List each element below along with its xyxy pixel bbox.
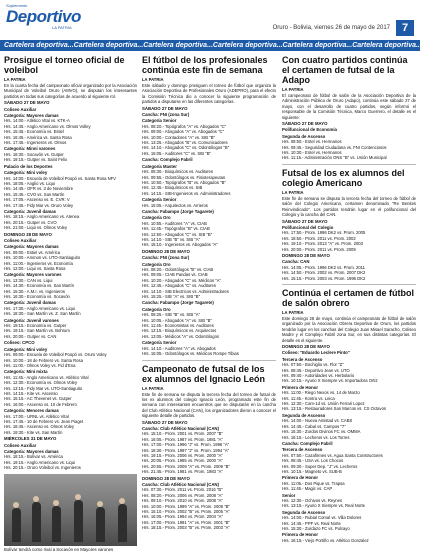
schedule-subheading: Primera de Honor	[282, 532, 319, 538]
divider	[282, 284, 416, 285]
schedule-line: Hrs. 09:55.- Odontólogos vs. Fisioterapeutas	[142, 174, 226, 180]
schedule-line: Hrs. 15:30.- Zurdos Divinos FC vs. OMMA	[282, 429, 361, 435]
schedule-line: Hrs. 13:05.- Médicos "A" vs. Odontólogos	[142, 333, 219, 339]
americano-intro: Este fin de semana se disputa la tercera fecha del torneo de fútbol de salón del Colegio Americano, certamen denominado "Re Benites Reinvindicado". Los partidos tendrán lugar en el polifuncional del Colegio y la cancha del CAN.	[282, 195, 416, 218]
schedule-line: Hrs. 07:30.- Prom. 2011 vs. Prom. 2016 "B"	[142, 487, 223, 493]
professionals-intro: Este sábado y domingo prosiguen el torneo de fútbol que organiza la Asociación Deportiva de Profesionales Oruro (ADEPRO), para el efecto la Comisión Técnica dio a conocer la siguiente programación de partidos a disputarse en las diferentes categorías.	[142, 83, 276, 105]
schedule-subheading: Segunda de Ascenso	[282, 509, 326, 515]
schedule-line: Hrs. 16:00.- Ascenso vs. 10 de Febrero	[4, 401, 77, 407]
schedule-subheading: SÁBADO 27 DE MAYO	[142, 419, 188, 425]
schedule-subheading: Categoría Senior	[142, 118, 177, 124]
schedule-subheading: Categoría Master	[142, 163, 177, 169]
schedule-line: Hrs. 16:15.- Lecheros vs. Los Torres	[282, 434, 350, 440]
schedule-line: Hrs. 18:15.- Prom. 2003 "B" vs. Prom. 2003 "A"	[142, 525, 230, 531]
schedule-subheading: Segunda de Ascenso	[282, 412, 326, 418]
player-head	[75, 494, 81, 500]
professionals-schedule	[142, 106, 276, 357]
schedule-subheading: Coliseo: "Eduardo Leclere Pinto"	[282, 350, 350, 356]
schedule-subheading: Categoría: Mini mixta	[4, 369, 48, 375]
schedule-line: Hrs. 20:00.- Gutper vs. CAN	[4, 333, 57, 339]
schedule-line: Hrs. 16:15.- Viejo Portiño vs. Atlético Gonzalez	[282, 537, 369, 543]
volleyball-kicker: LA PATRIA	[4, 77, 26, 82]
schedule-line: Hrs. 19:30.- Kite vs. San Martín	[4, 429, 63, 435]
schedule-subheading: Cancha: Complejo Fabril	[142, 157, 193, 163]
logo-main: Deportivo	[6, 7, 81, 26]
schedule-line: Hrs. 11:00.- Riego Nexos vs. 14 de Marzo	[282, 390, 360, 396]
photo-caption: Bolívar tendrá como rival a Socavón en Mayores varones	[4, 546, 114, 552]
schedule-line: Hrs. 10:15.- Ayuno X Siempre vs. Importadora Ortiz	[282, 378, 378, 384]
schedule-subheading: Categoría: Mayores damas	[4, 449, 59, 454]
schedule-subheading: MIÉRCOLES 31 DE MAYO	[4, 436, 57, 442]
schedule-line: Hrs. 18:45.- Ascenso vs. Olmos Voley	[4, 424, 75, 430]
schedule-subheading: Categoría: Mayores damas	[4, 113, 59, 119]
schedule-line: Hrs. 18:30.- Socavón vs. Gutper	[4, 151, 64, 157]
schedule-subheading: Categoría: Mayores varones	[4, 272, 62, 278]
schedule-line: Hrs. 15:30.- Zurdazo FC vs. Pulcayo	[282, 526, 350, 531]
schedule-line: Hrs. 14:00.- Rubial Comal vs. Villa Dolores	[282, 515, 362, 521]
schedule-line: Hrs. 14:10.- SIB "B" vs. SIB "A"	[142, 236, 201, 242]
americano-kicker: LA PATRIA	[282, 189, 304, 195]
americano-schedule	[282, 219, 416, 281]
schedule-line: Hrs. 14:45.- Anglo Americano vs. Olmos Volley	[4, 123, 91, 129]
volleyball-schedule	[4, 100, 137, 470]
schedule-line: Hrs. 17:45.- Ingenieros vs. Olmos	[4, 140, 67, 146]
schedule-line: Hrs. 12:15.- Bioquímicos vs. Arquitectos	[142, 328, 217, 334]
schedule-subheading: SÁBADO 27 DE MAYO	[282, 121, 328, 127]
schedule-line: Hrs. 09:05.- CIAB Pandas vs. CIAB	[142, 272, 208, 278]
schedule-line: Hrs. 10:00.- Prom. 1999 "A" vs. Prom. 2008 "B"	[142, 503, 230, 509]
schedule-line: Hrs. 11:45.- Economistas vs. Auditores	[142, 323, 214, 329]
supplement-logo	[6, 3, 96, 33]
schedule-line: Hrs. 16:05.- Prom. 1987 vs. Prom. 1981 "A"	[142, 436, 223, 442]
schedule-line: Hrs. 11:00.- Ingenieros vs. Economía	[4, 260, 73, 266]
schedule-line: Hrs. 19:15.- Gutper vs. Saint Felix	[4, 157, 68, 163]
schedule-line: Hrs. 15:10.- Prom. 2002 "B" vs. Prom. 2005 "A"	[142, 509, 230, 515]
americano-headline: Futsal de los ex alumnos del colegio Americano	[282, 167, 405, 188]
schedule-line: Hrs. 15:15.- AC Thevenet vs. Gutper	[4, 396, 72, 402]
schedule-subheading: DOMINGO 28 DE MAYO	[4, 231, 52, 237]
player-figure	[96, 507, 105, 542]
schedule-line: Hrs. 14:00.- Escuela de Voleibol Poopó vs. Santa Rosa NFV	[4, 175, 116, 181]
schedule-line: Hrs. 11:45.- Kontra vs. Leica	[282, 395, 335, 401]
professionals-headline: El fútbol de los profesionales continúa este fin de semana	[142, 55, 268, 75]
schedule-line: Hrs. 15:45.- Economía vs. Estiel	[4, 129, 64, 135]
schedule-subheading: Categoría: Juvenil damas	[4, 208, 57, 214]
schedule-line: Hrs. 10:15.- Magneto vs. SUB-B	[282, 468, 342, 474]
column-3	[282, 55, 416, 543]
schedule-line: Hrs. 19:10.- Prom. 2013 "A" vs. Prom. 2003	[282, 241, 363, 247]
divider	[142, 360, 276, 361]
schedule-line: Hrs. 10:30.- Entel vs. Hermanos	[282, 150, 342, 156]
schedule-line: Hrs. 14:10.- Auditores "A" vs. Abogados	[142, 345, 216, 351]
obrero-kicker: LA PATRIA	[282, 309, 304, 315]
schedule-line: Hrs. 12:50.- Abogados "C" vs. SIB "B"	[142, 231, 213, 237]
schedule-line: Hrs. 10:00.- Contadores "A" vs. SIB "B"	[142, 134, 215, 140]
schedule-line: Hrs. 11:45.- Magic vs. CAP	[282, 486, 333, 492]
schedule-line: Hrs. 18:15.- Anglo Americano vs. Atenea	[4, 214, 80, 220]
schedule-line: Hrs. 10:50.- Topógrafos "B" vs. Abogados "B"	[142, 179, 226, 185]
schedule-line: Hrs. 14:50.- Prom. 2002 vs. Prom. 2007 DK2	[282, 270, 366, 276]
adapo-kicker: LA PATRIA	[282, 87, 304, 92]
schedule-subheading: Categoría: Mini voley	[4, 170, 48, 176]
schedule-line: Hrs. 15:05.- Odontólogos vs. Médicos Rompe Tibias	[142, 351, 239, 357]
volleyball-photo	[4, 474, 137, 546]
logo-super: Suplemento	[6, 3, 28, 8]
schedule-line: Hrs. 17:30.- Anglo Americano vs. Liqui	[4, 305, 75, 311]
ignacio-leon-schedule	[142, 420, 276, 531]
schedule-line: Hrs. 14:05.- Prom. 1996 DK2 vs. Prom. 2011	[282, 264, 366, 270]
obrero-headline: Continúa el certamen de fútbol de salón obrero	[282, 287, 415, 308]
schedule-line: Hrs. 11:45.- Anglo Americano vs. Atlético Vital	[4, 374, 89, 380]
schedule-line: Hrs. 08:20.- Topógrafos "A" vs. Abogados "C"	[142, 123, 227, 129]
schedule-line: Hrs. 20:05.- Prom. 1985 vs. Prom. 2000 "A"	[142, 458, 223, 464]
schedule-subheading: Cancha: Club Atlético Nacional (CAN)	[142, 482, 219, 487]
schedule-subheading: Categoría: Mayores damas	[4, 244, 59, 250]
schedule-subheading: Categoría: Menores damas	[4, 408, 59, 414]
player-figure	[32, 502, 41, 542]
volleyball-headline: Prosigue el torneo oficial de voleibol	[4, 55, 125, 75]
schedule-line: Hrs. 10:05.- Abogados "A" vs. SIB "B"	[142, 317, 212, 323]
schedule-subheading: Coliseo Auxiliar	[4, 106, 37, 112]
schedule-subheading: Cancha: CAN	[282, 259, 310, 265]
schedule-subheading: Cancha: Fabampo (Jorge Tagarete)	[142, 208, 214, 214]
schedule-line: Hrs. 19:15.- Prom. 2006 vs. Prom. 2000 "A"	[142, 452, 223, 458]
schedule-subheading: Categoría Oro	[142, 306, 171, 312]
schedule-line: Hrs. 07:50.- Bochiglio vs. Flor "Z"	[282, 362, 344, 368]
schedule-line: Hrs. 08:30.- Bioquímicos vs. Auditores	[142, 169, 213, 175]
schedule-subheading: Cancha: FNI (zona Sur)	[142, 255, 190, 261]
schedule-subheading: SÁBADO 27 DE MAYO	[142, 105, 188, 111]
section-band: Cartelera deportiva...Cartelera deportiva...Cartelera deportiva...Cartelera deportiva...Cartelera deportiva...Cartelera deportiva...	[0, 40, 420, 51]
schedule-line: Hrs. 09:00.- Abogados "A" vs. Abogados "C"	[142, 129, 225, 135]
schedule-line: Hrs. 09:00.- Escuela de Voleibol Poopó vs. Oruro Voley	[4, 352, 107, 358]
schedule-line: Hrs. 09:40.- Autoridades vs. Herbolario	[282, 373, 355, 379]
adapo-intro: El campeonato de fútbol de salón de la Asociación Deportiva de la Administración Pública de Oruro (Adapo), continúa este sábado 27 de mayo, con el desarrollo de cuatro partidos, según informó el responsable de la Comisión Técnica, Marco Guerrero, el detalle es el siguiente:	[282, 93, 416, 120]
schedule-line: Hrs. 12:30.- Economía vs. Olmos Voley	[4, 380, 78, 386]
schedule-subheading: Categoría Oro	[142, 261, 171, 267]
page-number: 7	[396, 20, 414, 36]
schedule-line: Hrs. 18:15.- Bolívar vs. América	[4, 454, 63, 460]
player-head	[13, 502, 19, 508]
schedule-line: Hrs. 12:30.- Ochivos vs. Reynes	[282, 497, 343, 503]
schedule-subheading: Categoría Oro	[142, 215, 171, 221]
schedule-line: Hrs. 12:30.- Cam-1d vs. Unión Ferrari Lopez	[282, 401, 365, 407]
schedule-subheading: Categoría Senior	[142, 340, 177, 346]
schedule-subheading: Categoría: Minni varones	[4, 146, 56, 152]
schedule-line: Hrs. 17:00.- Prom. 1996 "J" vs. Prom. 1996 "A"	[142, 442, 230, 448]
schedule-subheading: Cancha: Club Atlético Nacional (CAN)	[142, 425, 219, 431]
schedule-line: Hrs. 14:15.- SIB-Ingenieros vs. Administradores	[142, 190, 231, 196]
player-figure	[74, 500, 83, 542]
schedule-subheading: Coliseo Auxiliar	[4, 237, 37, 243]
schedule-line: Hrs. 14:30.- Economía vs. San Martín	[4, 283, 75, 289]
player-figure	[12, 508, 21, 542]
schedule-line: Hrs. 08:50.- Entel vs. Hermanos	[282, 139, 342, 145]
schedule-subheading: Polifuncional del Colegio	[282, 224, 334, 230]
schedule-line: Hrs. 20:15.- Gutper vs. CVO	[4, 219, 57, 225]
ignacio-leon-intro: Este fin de semana se disputa la tercera fecha del torneo de futsal de los ex alumnos del colegio Ignacio León, programado este fin de semana con interesantes encuentros que se disputarán en la cancha del Club Atlético Nacional (CAN), los organizadores dieron a conocer el siguiente detalle de partidos.	[142, 391, 276, 419]
schedule-line: Hrs. 08:45.- USA vs. Los Chocos	[282, 458, 344, 464]
schedule-line: Hrs. 15:25.- SIB "A" vs. SIB "B"	[142, 294, 201, 300]
schedule-line: Hrs. 21:45.- Prom. 1981 vs. Prom. 1983 "A"	[142, 469, 223, 475]
schedule-subheading: DOMINGO 28 DE MAYO	[142, 248, 190, 254]
schedule-subheading: Categoría: Mini voley	[4, 346, 48, 352]
schedule-line: Hrs. 13:15.- Ayuno X Siempre vs. Real Norte	[282, 503, 366, 509]
adapo-headline: Con cuatro partidos continúa el certamen de futsal de la Adapo	[282, 55, 408, 85]
schedule-line: Hrs. 10:20.- Abogados "C" vs. Médicos "A"	[142, 277, 222, 283]
schedule-line: Hrs. 13:25.- Abogados "B" vs. Comunicadores	[142, 140, 228, 146]
page-header	[0, 0, 420, 38]
schedule-line: Hrs. 15:05.- Arquitectos vs. Arrieros	[142, 202, 208, 208]
schedule-line: Hrs. 14:45.- Cabal vs. Campos "7"	[282, 423, 346, 429]
schedule-subheading: Polifuncional de Economía	[282, 127, 337, 133]
schedule-subheading: Primera de Honor	[282, 475, 319, 481]
schedule-line: Hrs. 11:00.- Olmos Voley vs. Fid d'Ena	[4, 362, 76, 368]
ignacio-leon-kicker: LA PATRIA	[142, 385, 164, 391]
schedule-subheading: Cancha: FNI (zona Sur)	[142, 112, 190, 118]
logo-sub: LA PATRIA	[52, 25, 72, 30]
schedule-line: Hrs. 19:15.- Economía vs. Gutper	[4, 323, 67, 329]
schedule-line: Hrs. 20:55.- Prom. 2009 "A" vs. Prom. 2009 "B"	[142, 463, 230, 469]
schedule-line: Hrs. 15:10.- Prom. 2001 vs. Prom. 2007 "B"	[142, 431, 223, 437]
schedule-line: Hrs. 18:30.- Prom. 1997 "J" vs. Prom. 1994 "A"	[142, 447, 230, 453]
schedule-line: Hrs. 14:10.- Abogados "C" vs. Odontólogos "B"	[142, 145, 230, 151]
schedule-line: Hrs. 08:20.- Odontólogos "B" vs. CIAB	[142, 267, 214, 272]
schedule-subheading: DOMINGO 28 DE MAYO	[282, 252, 330, 258]
schedule-line: Hrs. 09:10.- Prom. 2010 vs. Prom. 2008 "A"	[142, 498, 223, 504]
schedule-line: Hrs. 16:05.- Prom. 1994 vs. Prom. 2004 "A"	[142, 514, 223, 520]
schedule-line: Hrs. 12:00.- Liqui vs. Santa Rosa	[4, 266, 66, 271]
schedule-subheading: DOMINGO 28 DE MAYO	[142, 475, 190, 481]
player-figure	[52, 506, 61, 542]
schedule-line: Hrs. 14:45.- OFR vs. 3 de Noviembre	[4, 186, 74, 192]
schedule-line: Hrs. 18:05.- Anglio vs. Liqui	[4, 180, 55, 186]
schedule-line: Hrs. 14:10.- SIB Electricos vs. Administradores	[142, 288, 229, 294]
volleyball-intro: En la cuarta fecha del campeonato oficial organizado por la Asociación Municipal de Voleibol Oruro (AMVO), se disputan los interesantes partidos en todas sus categorías de acuerdo al siguiente rol.	[4, 83, 137, 99]
schedule-line: Hrs. 08:20.- Prom. 2006 vs. Prom. 2008 "A"	[142, 492, 223, 498]
schedule-line: Hrs. 18:30.- San Martín vs. Z. San Martín	[4, 311, 81, 317]
schedule-line: Hrs. 16:45.- América vs. Santa Rosa	[4, 134, 72, 140]
schedule-subheading: Categoría: Juvenil varones	[4, 317, 59, 323]
column-1	[4, 55, 137, 552]
schedule-line: Hrs. 19:15.- Anglo Americano vs. Liqui	[4, 459, 75, 465]
schedule-line: Hrs. 17:45.- Fidy Mar vs. Oruro Voley	[4, 202, 74, 208]
schedule-subheading: Categoría: Juvenil damas	[4, 300, 57, 306]
schedule-subheading: Palacio de los Deportes	[4, 163, 53, 169]
schedule-line: Hrs. 11:45.- Topógrafos "B" vs. CIAB	[142, 226, 210, 232]
schedule-line: Hrs. 14:45.- PPF vs. Real Norte	[282, 520, 341, 526]
schedule-line: Hrs. 13:30.- CAN vs. Liqui	[4, 277, 53, 283]
schedule-line: Hrs. 21:00.- Liqui vs. Olmos Voley	[4, 225, 68, 231]
player-head	[33, 496, 39, 502]
obrero-schedule	[282, 344, 416, 543]
schedule-line: Hrs. 11:15.- Administración ONS "B" vs. Unión Municipal	[282, 155, 387, 161]
professionals-kicker: LA PATRIA	[142, 77, 164, 82]
schedule-line: Hrs. 13:15.- Restauradores San Marcos vs. CS Octavos	[282, 406, 387, 412]
schedule-line: Hrs. 08:45.- Deportivo Jean vs. UTO	[282, 367, 350, 373]
schedule-line: Hrs. 16:30.- Economía vs. Socavón	[4, 294, 70, 300]
player-head	[53, 500, 59, 506]
schedule-line: Hrs. 09:00.- Estiel vs. América	[4, 249, 61, 255]
schedule-line: Hrs. 17:45.- 10 de Febrero vs. Jean Piaget	[4, 418, 84, 424]
schedule-subheading: Coliseo Auxiliar	[4, 442, 37, 448]
schedule-line: Hrs. 20:15.- Oruro Voleibol vs. Ingenieros	[4, 465, 81, 471]
schedule-line: Hrs. 15:10.- Ingenieros vs. Abogados "A"	[142, 242, 218, 248]
schedule-line: Hrs. 17:00.- URNL vs. Atlético Vital	[4, 413, 69, 419]
schedule-subheading: Segunda de Ascenso	[282, 133, 326, 139]
schedule-line: Hrs. 14:15.- Kite vs. Ascenso	[4, 390, 58, 396]
schedule-subheading: Senior	[282, 492, 296, 498]
schedule-line: Hrs. 14:00.- Atlético Vital vs. KTK-A	[4, 118, 70, 124]
schedule-subheading: SÁBADO 27 DE MAYO	[4, 100, 50, 106]
schedule-line: Hrs. 18:50.- Prom. 2011 vs. Prom. 2002	[282, 235, 356, 241]
schedule-line: Hrs. 12:45.- Abogados "C" vs. Auditores	[142, 283, 216, 289]
schedule-subheading: Cancha: Fabampo (Jorge Tagarete)	[142, 300, 214, 306]
schedule-line: Hrs. 15:45.- CVO vs. San Martín	[4, 191, 65, 197]
schedule-line: Hrs. 14:00.- Nueva Amistad vs. CABS	[282, 418, 353, 424]
schedule-line: Hrs. 09:30.- Super Dep. "J" vs. Lecheros	[282, 463, 358, 469]
schedule-line: Hrs. 17:05.- Ascenso vs. E. CVR: V	[4, 197, 70, 203]
schedule-subheading: Primera de Honor	[282, 384, 319, 390]
player-figure	[118, 504, 127, 542]
player-head	[119, 498, 125, 504]
schedule-line: Hrs. 07:50.- Cazafirmes vs. Agua Santa Constructores	[282, 452, 383, 458]
player-head	[97, 501, 103, 507]
schedule-line: Hrs. 13:15.- Fidy Mar vs. UTO-Santiaguito	[4, 385, 83, 391]
schedule-line: Hrs. 15:05.- Auditores "C" vs. SIB "B"	[142, 150, 212, 156]
schedule-subheading: Tercera de Ascenso	[282, 356, 323, 362]
schedule-line: Hrs. 12:45.- Bioquímicos vs. SIB	[142, 185, 203, 191]
schedule-line: Hrs. 15:30.- A.M.I. vs. Ingenieros	[4, 288, 65, 294]
schedule-line: Hrs. 15:15.- Prom. 2003 vs. Prom. 1996 DK2	[282, 275, 366, 281]
schedule-line: Hrs. 08:25.- SIB "B" vs. SIB "A"	[142, 312, 201, 318]
schedule-line: Hrs. 10:55.- Auditores "A" vs. CIAB	[142, 220, 207, 226]
schedule-subheading: SÁBADO 27 DE MAYO	[282, 218, 328, 224]
schedule-subheading: Cancha: Complejo Fabril	[282, 440, 333, 446]
schedule-line: Hrs. 17:50.- Prom. 1996 DK2 vs. Prom. 2005	[282, 230, 366, 236]
adapo-schedule	[282, 121, 416, 161]
divider	[282, 164, 416, 165]
schedule-subheading: DOMINGO 28 DE MAYO	[282, 344, 330, 349]
schedule-line: Hrs. 20:00.- Prom. 2011 vs. Prom. 2009	[282, 246, 356, 252]
schedule-line: Hrs. 09:45.- Seguridad Ciudadana vs. FNI Contenciosos	[282, 144, 387, 150]
schedule-subheading: Tercera de Ascenso	[282, 447, 323, 453]
schedule-line: Hrs. 19:15.- San Martín vs. Bohrum	[4, 328, 70, 334]
schedule-subheading: Coliseo: CPCO	[4, 340, 35, 346]
schedule-line: Hrs. 10:00.- Ammon vs. UTO-Santiaguito	[4, 255, 81, 261]
column-2	[142, 55, 276, 543]
schedule-line: Hrs. 17:00.- Prom. 1991 "A" vs. Prom. 2001 "B"	[142, 519, 230, 525]
schedule-line: Hrs. 11:05.- Dos Pique vs. Trapsa	[282, 480, 345, 486]
issue-date: Oruro - Bolivia, viernes 26 de mayo de 2017	[272, 25, 390, 31]
ignacio-leon-headline: Campeonato de futsal de los ex alumnos del Ignacio León	[142, 363, 266, 384]
schedule-line: Hrs. 10:00.- 18 de Febrero vs. Santa Rosa	[4, 357, 83, 363]
schedule-subheading: Categoría Senior	[142, 197, 177, 203]
obrero-intro: Este domingo 28 de mayo, continúa el campeonato de fútbol de salón organizado por la Asociación Obrera Deportiva de Oruro, los partidos tendrán lugar en los canchas del Colegio Juan Misael Saracho, Coliseo Madre y el Complejo Fabril zona Sur, en sus distintas categorías. El detalle es el siguiente.	[282, 315, 416, 343]
